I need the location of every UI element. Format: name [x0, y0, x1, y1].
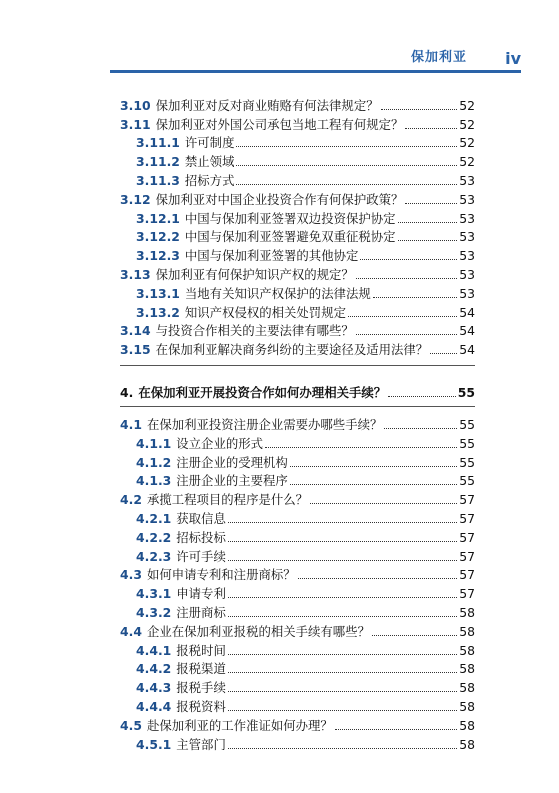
- toc-entry-title: 保加利亚对外国公司承包当地工程有何规定？: [155, 116, 404, 132]
- toc-entry-page: 58: [459, 661, 475, 677]
- dot-leader: [236, 184, 457, 185]
- toc-entry[interactable]: [120, 113, 475, 132]
- toc-entry-title: 注册企业的主要程序: [176, 473, 288, 489]
- toc-entry-number: 4.2: [120, 492, 142, 508]
- toc-entry-page: 53: [459, 285, 475, 301]
- toc-entry-title: 中国与保加利亚签署双边投资保护协定: [184, 210, 396, 226]
- toc-entry-page: 55: [459, 435, 475, 451]
- toc-entry[interactable]: [120, 301, 475, 320]
- dot-leader: [381, 109, 458, 110]
- toc-entry-page: 52: [459, 97, 475, 113]
- toc-entry-page: 58: [459, 623, 475, 639]
- toc-entry-number: 4.4.2: [136, 661, 172, 677]
- dot-leader: [372, 635, 457, 636]
- dot-leader: [228, 616, 457, 617]
- toc-entry-number: 3.12.3: [136, 248, 180, 264]
- dot-leader: [265, 447, 457, 448]
- toc-entry-page: 54: [459, 342, 475, 358]
- toc-entry-page: 57: [459, 567, 475, 583]
- toc-entry-page: 52: [459, 154, 475, 170]
- toc-entry[interactable]: [120, 320, 475, 339]
- toc-entry-page: 58: [459, 680, 475, 696]
- toc-entry[interactable]: [120, 639, 475, 658]
- toc-entry-title: 主管部门: [176, 736, 226, 752]
- dot-leader: [236, 146, 457, 147]
- toc-entry[interactable]: [120, 733, 475, 752]
- toc-entry-number: 4.2.1: [136, 510, 172, 526]
- toc-entry-number: 3.11.3: [136, 172, 180, 188]
- toc-entry-number: 4.: [120, 385, 134, 401]
- table-of-contents: [120, 94, 475, 752]
- chapter-divider: [120, 365, 475, 366]
- toc-entry[interactable]: [120, 714, 475, 733]
- toc-entry-number: 4.4.4: [136, 698, 172, 714]
- dot-leader: [388, 396, 456, 397]
- toc-entry-page: 53: [459, 229, 475, 245]
- toc-entry-number: 4.1.2: [136, 454, 172, 470]
- dot-leader: [348, 316, 457, 317]
- toc-entry-title: 招标方式: [184, 172, 235, 188]
- toc-entry[interactable]: [120, 564, 475, 583]
- dot-leader: [228, 672, 457, 673]
- toc-entry[interactable]: [120, 601, 475, 620]
- dot-leader: [405, 128, 457, 129]
- toc-entry[interactable]: [120, 582, 475, 601]
- toc-entry-title: 在保加利亚解决商务纠纷的主要途径及适用法律？: [155, 342, 429, 358]
- toc-entry-title: 获取信息: [176, 510, 226, 526]
- toc-entry-title: 注册商标: [176, 604, 226, 620]
- toc-entry-title: 报税时间: [176, 642, 226, 658]
- toc-entry-number: 4.3: [120, 567, 142, 583]
- toc-entry[interactable]: [120, 488, 475, 507]
- toc-entry[interactable]: [120, 470, 475, 489]
- toc-entry-page: 55: [459, 473, 475, 489]
- toc-entry-number: 4.3.1: [136, 586, 172, 602]
- dot-leader: [228, 560, 457, 561]
- toc-entry-page: 57: [459, 510, 475, 526]
- toc-entry[interactable]: [120, 188, 475, 207]
- toc-entry-number: 3.13.1: [136, 285, 180, 301]
- toc-entry-page: 57: [459, 492, 475, 508]
- dot-leader: [236, 165, 457, 166]
- toc-entry[interactable]: [120, 545, 475, 564]
- toc-entry-title: 禁止领域: [184, 154, 235, 170]
- toc-entry-title: 承揽工程项目的程序是什么？: [146, 492, 309, 508]
- toc-entry-number: 3.13.2: [136, 304, 180, 320]
- toc-entry-number: 4.5.1: [136, 736, 172, 752]
- toc-entry-number: 3.11.2: [136, 154, 180, 170]
- toc-entry[interactable]: [120, 338, 475, 357]
- toc-entry-title: 赴保加利亚的工作准证如何办理？: [146, 717, 333, 733]
- toc-entry-title: 招标投标: [176, 529, 226, 545]
- toc-entry-title: 许可制度: [184, 135, 235, 151]
- toc-entry-page: 57: [459, 586, 475, 602]
- toc-entry-title: 中国与保加利亚签署的其他协定: [184, 248, 359, 264]
- toc-entry-page: 58: [459, 736, 475, 752]
- toc-entry-title: 许可手续: [176, 548, 226, 564]
- toc-chapter-entry[interactable]: [120, 374, 475, 400]
- toc-entry-number: 4.4.3: [136, 680, 172, 696]
- toc-entry[interactable]: [120, 169, 475, 188]
- toc-entry-number: 4.5: [120, 717, 142, 733]
- toc-entry-title: 申请专利: [176, 586, 226, 602]
- toc-entry-number: 4.1: [120, 416, 142, 432]
- toc-entry-number: 4.2.3: [136, 548, 172, 564]
- dot-leader: [298, 578, 458, 579]
- toc-entry-title: 中国与保加利亚签署避免双重征税协定: [184, 229, 396, 245]
- dot-leader: [398, 222, 458, 223]
- dot-leader: [356, 334, 457, 335]
- toc-entry-page: 58: [459, 604, 475, 620]
- toc-entry-title: 报税资料: [176, 698, 226, 714]
- toc-entry-page: 54: [459, 304, 475, 320]
- toc-entry-number: 3.12: [120, 191, 151, 207]
- toc-entry-title: 与投资合作相关的主要法律有哪些？: [155, 323, 354, 339]
- toc-entry-title: 设立企业的形式: [176, 435, 264, 451]
- toc-entry-number: 3.10: [120, 97, 151, 113]
- toc-entry-title: 保加利亚对反对商业贿赂有何法律规定？: [155, 97, 379, 113]
- toc-entry-title: 当地有关知识产权保护的法律法规: [184, 285, 371, 301]
- toc-entry[interactable]: [120, 676, 475, 695]
- toc-entry[interactable]: [120, 150, 475, 169]
- toc-entry[interactable]: [120, 226, 475, 245]
- dot-leader: [228, 654, 457, 655]
- toc-entry-number: 4.1.3: [136, 473, 172, 489]
- dot-leader: [335, 729, 457, 730]
- toc-entry-number: 3.13: [120, 266, 151, 282]
- toc-entry-number: 3.15: [120, 342, 151, 358]
- chapter-divider: [120, 406, 475, 407]
- dot-leader: [228, 541, 457, 542]
- dot-leader: [356, 278, 457, 279]
- toc-entry-title: 报税渠道: [176, 661, 226, 677]
- toc-entry-title: 报税手续: [176, 680, 226, 696]
- toc-entry[interactable]: [120, 132, 475, 151]
- toc-entry[interactable]: [120, 451, 475, 470]
- toc-entry[interactable]: [120, 658, 475, 677]
- dot-leader: [228, 691, 457, 692]
- toc-entry[interactable]: [120, 244, 475, 263]
- toc-entry[interactable]: [120, 432, 475, 451]
- toc-entry-page: 55: [459, 454, 475, 470]
- toc-entry-page: 52: [459, 135, 475, 151]
- toc-entry-page: 52: [459, 116, 475, 132]
- dot-leader: [290, 484, 457, 485]
- toc-entry[interactable]: [120, 413, 475, 432]
- toc-entry-title: 在保加利亚投资注册企业需要办哪些手续？: [146, 416, 383, 432]
- toc-entry-number: 3.11.1: [136, 135, 180, 151]
- toc-entry-page: 53: [459, 191, 475, 207]
- dot-leader: [228, 710, 457, 711]
- toc-entry-title: 注册企业的受理机构: [176, 454, 288, 470]
- toc-entry-number: 4.3.2: [136, 604, 172, 620]
- toc-entry-title: 在保加利亚开展投资合作如何办理相关手续？: [138, 385, 387, 401]
- toc-entry[interactable]: [120, 282, 475, 301]
- toc-entry-page: 55: [459, 416, 475, 432]
- dot-leader: [360, 259, 457, 260]
- toc-entry-page: 58: [459, 717, 475, 733]
- toc-entry[interactable]: [120, 695, 475, 714]
- toc-entry-page: 53: [459, 210, 475, 226]
- dot-leader: [228, 597, 457, 598]
- toc-entry-number: 3.11: [120, 116, 151, 132]
- toc-entry-page: 57: [459, 548, 475, 564]
- toc-entry-page: 57: [459, 529, 475, 545]
- toc-entry-title: 保加利亚对中国企业投资合作有何保护政策？: [155, 191, 404, 207]
- toc-entry-page: 53: [459, 248, 475, 264]
- dot-leader: [228, 522, 457, 523]
- toc-entry-title: 保加利亚有何保护知识产权的规定？: [155, 266, 354, 282]
- page-number: iv: [505, 49, 521, 68]
- toc-entry-number: 3.14: [120, 323, 151, 339]
- toc-entry-number: 4.1.1: [136, 435, 172, 451]
- toc-entry-number: 4.2.2: [136, 529, 172, 545]
- dot-leader: [398, 240, 458, 241]
- toc-entry[interactable]: [120, 207, 475, 226]
- header-rule: [110, 70, 521, 73]
- dot-leader: [290, 466, 457, 467]
- toc-entry-number: 4.4: [120, 623, 142, 639]
- toc-entry-page: 53: [459, 266, 475, 282]
- toc-entry-number: 3.12.1: [136, 210, 180, 226]
- dot-leader: [373, 297, 457, 298]
- dot-leader: [384, 428, 457, 429]
- toc-entry[interactable]: [120, 507, 475, 526]
- toc-entry[interactable]: [120, 94, 475, 113]
- toc-entry-page: 58: [459, 642, 475, 658]
- toc-entry[interactable]: [120, 263, 475, 282]
- toc-entry-page: 58: [459, 698, 475, 714]
- dot-leader: [310, 503, 457, 504]
- toc-entry-number: 4.4.1: [136, 642, 172, 658]
- toc-entry-page: 55: [457, 385, 475, 401]
- dot-leader: [430, 353, 457, 354]
- running-header-title: 保加利亚: [410, 50, 467, 65]
- toc-entry-title: 知识产权侵权的相关处罚规定: [184, 304, 346, 320]
- toc-entry-title: 企业在保加利亚报税的相关手续有哪些？: [146, 623, 370, 639]
- toc-entry[interactable]: [120, 526, 475, 545]
- toc-entry[interactable]: [120, 620, 475, 639]
- toc-entry-number: 3.12.2: [136, 229, 180, 245]
- dot-leader: [405, 203, 457, 204]
- toc-entry-page: 54: [459, 323, 475, 339]
- toc-entry-title: 如何申请专利和注册商标？: [146, 567, 296, 583]
- toc-entry-page: 53: [459, 172, 475, 188]
- dot-leader: [228, 748, 457, 749]
